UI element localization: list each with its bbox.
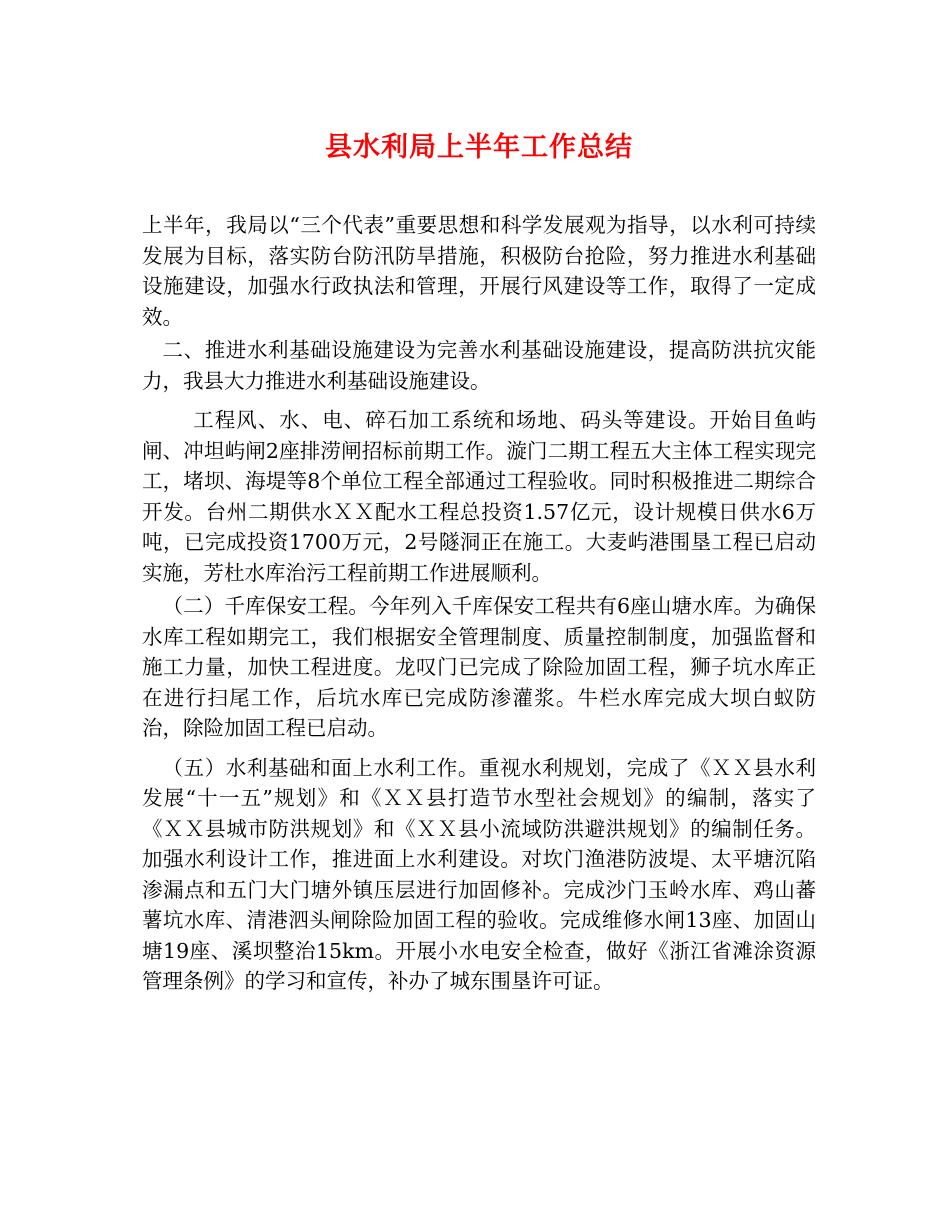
paragraph-section-two: 二、推进水利基础设施建设为完善水利基础设施建设，提高防洪抗灾能力，我县大力推进水利基础设施建设。 bbox=[142, 338, 816, 393]
paragraph-projects: 工程风、水、电、碎石加工系统和场地、码头等建设。开始目鱼屿闸、冲坦屿闸2座排涝闸招标前期工作。漩门二期工程五大主体工程实现完工，堵坝、海堤等8个单位工程全部通过工程验收。同时积极推进二期综合开发。台州二期供水ＸＸ配水工程总投资1.57亿元，设计规模日供水6万吨，已完成投资1700万元，2号隧洞正在施工。大麦屿港围垦工程已启动实施，芳杜水库治污工程前期工作进展顺利。 bbox=[142, 408, 816, 585]
paragraph-water-conservancy: （五）水利基础和面上水利工作。重视水利规划，完成了《ＸＸ县水利发展“十一五”规划》和《ＸＸ县打造节水型社会规划》的编制，落实了《ＸＸ县城市防洪规划》和《ＸＸ县小流域防洪避洪规划》的编制任务。加强水利设计工作，推进面上水利建设。对坎门渔港防波堤、太平塘沉陷渗漏点和五门大门塘外镇压层进行加固修补。完成沙门玉岭水库、鸡山蕃薯坑水库、清港泗头闸除险加固工程的验收。完成维修水闸13座、加固山塘19座、溪坝整治15km。开展小水电安全检查，做好《浙江省滩涂资源管理条例》的学习和宣传，补办了城东围垦许可证。 bbox=[142, 755, 816, 993]
document-title: 县水利局上半年工作总结 bbox=[325, 132, 633, 163]
paragraph-reservoir-safety: （二）千库保安工程。今年列入千库保安工程共有6座山塘水库。为确保水库工程如期完工，我们根据安全管理制度、质量控制制度，加强监督和施工力量，加快工程进度。龙叹门已完成了除险加固工程，狮子坑水库正在进行扫尾工作，后坑水库已完成防渗灌浆。牛栏水库完成大坝白蚁防治，除险加固工程已启动。 bbox=[142, 594, 816, 740]
paragraph-intro: 上半年，我局以“三个代表”重要思想和科学发展观为指导，以水利可持续发展为目标，落实防台防汛防旱措施，积极防台抢险，努力推进水利基础设施建设，加强水行政执法和管理，开展行风建设等工作，取得了一定成效。 bbox=[142, 213, 816, 329]
